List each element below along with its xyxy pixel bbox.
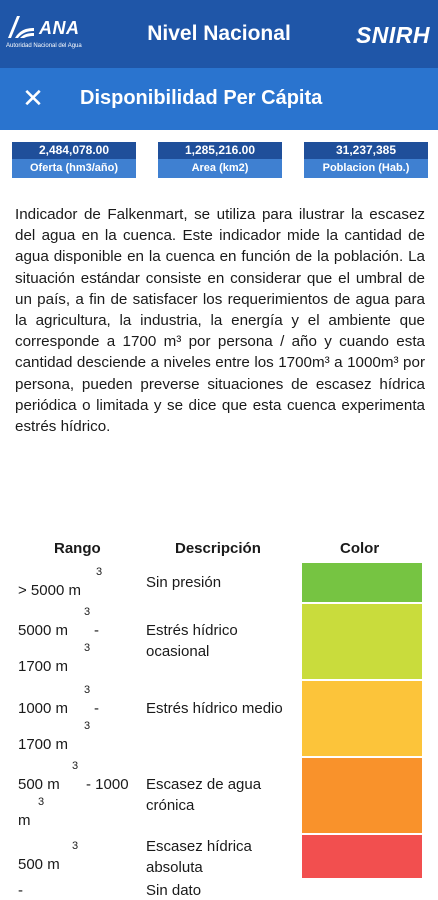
range-value: > 5000 m <box>18 582 81 599</box>
range-superscript: 3 <box>72 840 79 852</box>
range-superscript: 3 <box>96 566 103 578</box>
range-superscript: 3 <box>38 796 45 808</box>
top-app-bar <box>0 0 438 68</box>
stat-label: Oferta (hm3/año) <box>12 159 136 178</box>
stat-label: Area (km2) <box>158 159 282 178</box>
stat-oferta <box>12 142 136 178</box>
section-header <box>0 68 438 130</box>
range-value: 1000 m <box>18 700 69 717</box>
close-icon[interactable]: ✕ <box>22 83 44 113</box>
stat-label: Poblacion (Hab.) <box>304 159 428 178</box>
range-description: Sin dato <box>146 882 202 899</box>
section-title: Disponibilidad Per Cápita <box>80 87 323 109</box>
indicator-description: Indicador de Falkenmart, se utiliza para ilustrar la escasez del agua en la cuenca. Este indicador mide la cantidad de agua disponible en la cuenca en función de la población. La situación estándar consiste en considerar que el umbral de un país, a fin de satisfacer los requerimientos de agua para la agricultura, la industria, la energía y el ambiente que corresponde a 1700 m³ por persona / año y cuando esta cantidad desciende a niveles entre los 1700m³ a 1000m³ por persona, pueden preverse situaciones de escasez hídrica periódica o limitada y se dice que esta cuenca experimenta estrés hídrico. <box>15 206 425 436</box>
range-description: Estrés hídrico ocasional <box>146 622 238 660</box>
range-superscript: 3 <box>84 642 91 654</box>
ana-logo-text: ANA <box>39 18 80 38</box>
range-separator: - <box>94 700 99 717</box>
range-value: 5000 m <box>18 622 69 639</box>
range-description: Sin presión <box>146 574 222 591</box>
range-value: 500 m <box>18 776 60 793</box>
color-swatch <box>302 604 422 679</box>
range-superscript: 3 <box>84 720 91 732</box>
range-value: 1700 m <box>18 736 69 753</box>
color-swatch <box>302 563 422 602</box>
color-swatch <box>302 681 422 756</box>
header-color: Color <box>340 540 380 557</box>
stat-area <box>158 142 282 178</box>
range-separator: - 1000 <box>86 776 129 793</box>
range-value: - <box>18 882 23 899</box>
header-descripcion: Descripción <box>175 540 261 557</box>
range-separator: - <box>94 622 99 639</box>
range-value: 1700 m <box>18 658 69 675</box>
page-title: Nivel Nacional <box>147 22 291 45</box>
header-rango: Rango <box>54 540 101 557</box>
range-superscript: 3 <box>84 684 91 696</box>
range-superscript: 3 <box>84 606 91 618</box>
range-value: m <box>18 812 31 829</box>
color-swatch <box>302 835 422 878</box>
stat-value: 2,484,078.00 <box>12 142 136 159</box>
range-description: Escasez de agua crónica <box>146 776 262 814</box>
stat-value: 1,285,216.00 <box>158 142 282 159</box>
range-value: 500 m <box>18 856 60 873</box>
range-superscript: 3 <box>72 760 79 772</box>
color-swatch <box>302 758 422 833</box>
range-description: Estrés hídrico medio <box>146 700 283 717</box>
stat-value: 31,237,385 <box>304 142 428 159</box>
ana-logo-subtext: Autoridad Nacional del Agua <box>6 43 82 49</box>
snirh-logo: SNIRH <box>355 22 430 48</box>
stat-poblacion <box>304 142 428 178</box>
range-description: Escasez hídrica absoluta <box>146 838 252 876</box>
